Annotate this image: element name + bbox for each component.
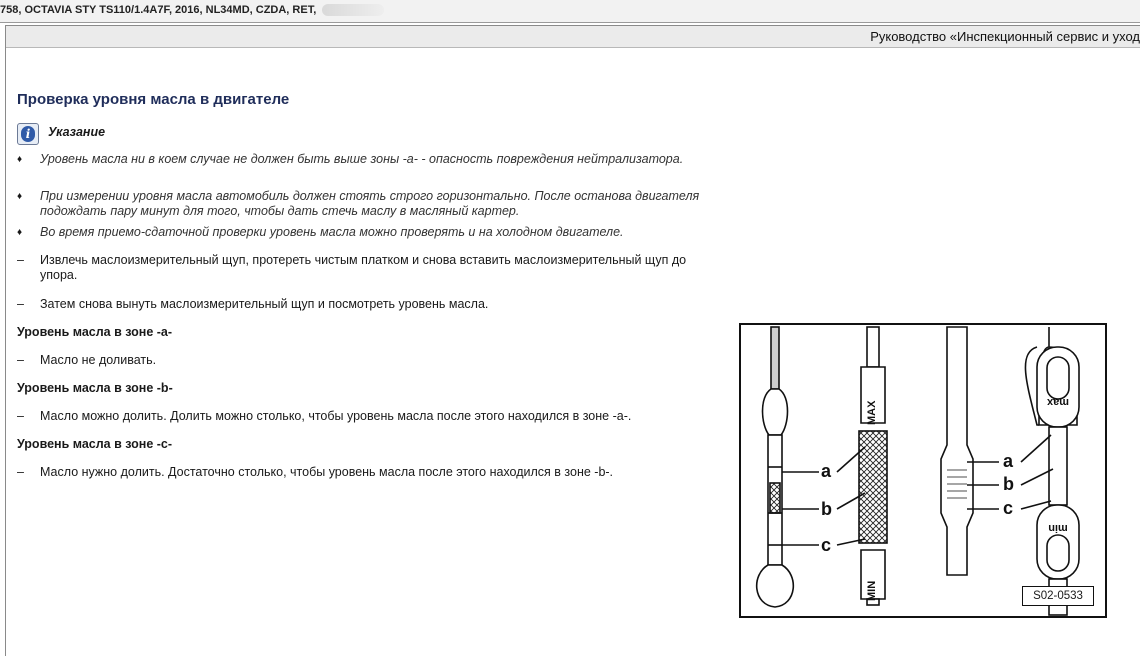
- min-lower-mark: min: [1048, 522, 1068, 534]
- document-topbar: [0, 0, 1140, 23]
- label-a: a: [821, 461, 832, 481]
- zone-b-heading: Уровень масла в зоне -b-: [17, 381, 173, 395]
- info-icon: i: [17, 123, 39, 145]
- vehicle-info: 758, OCTAVIA STY TS110/1.4A7F, 2016, NL34MD, CZDA, RET,: [0, 4, 317, 16]
- dash-marker: –: [17, 409, 24, 423]
- figure-id: S02-0533: [1022, 586, 1094, 606]
- label-c: c: [821, 535, 832, 555]
- manual-title: Руководство «Инспекционный сервис и уход: [870, 29, 1140, 44]
- dipstick-drawing: [741, 325, 1105, 616]
- page-title: Проверка уровня масла в двигателе: [17, 91, 290, 108]
- dipstick-illustration: [739, 323, 1107, 618]
- zone-c-heading: Уровень масла в зоне -c-: [17, 437, 173, 451]
- dash-marker: –: [17, 253, 24, 267]
- dash-marker: –: [17, 353, 24, 367]
- manual-header: [6, 26, 1140, 48]
- max-mark: MAX: [866, 400, 878, 425]
- diamond-bullet-icon: ♦: [17, 191, 23, 202]
- note-label: Указание: [48, 125, 106, 139]
- zone-a-heading: Уровень масла в зоне -a-: [17, 325, 173, 339]
- label-c-right: c: [1003, 498, 1014, 518]
- redacted-mark: [322, 4, 384, 16]
- dash-marker: –: [17, 297, 24, 311]
- dash-marker: –: [17, 465, 24, 479]
- label-b: b: [821, 499, 832, 519]
- min-mark: MIN: [866, 580, 878, 601]
- diamond-bullet-icon: ♦: [17, 227, 23, 238]
- max-lower-mark: max: [1046, 396, 1070, 408]
- label-a-right: a: [1003, 451, 1014, 471]
- diamond-bullet-icon: ♦: [17, 154, 23, 165]
- label-b-right: b: [1003, 474, 1014, 494]
